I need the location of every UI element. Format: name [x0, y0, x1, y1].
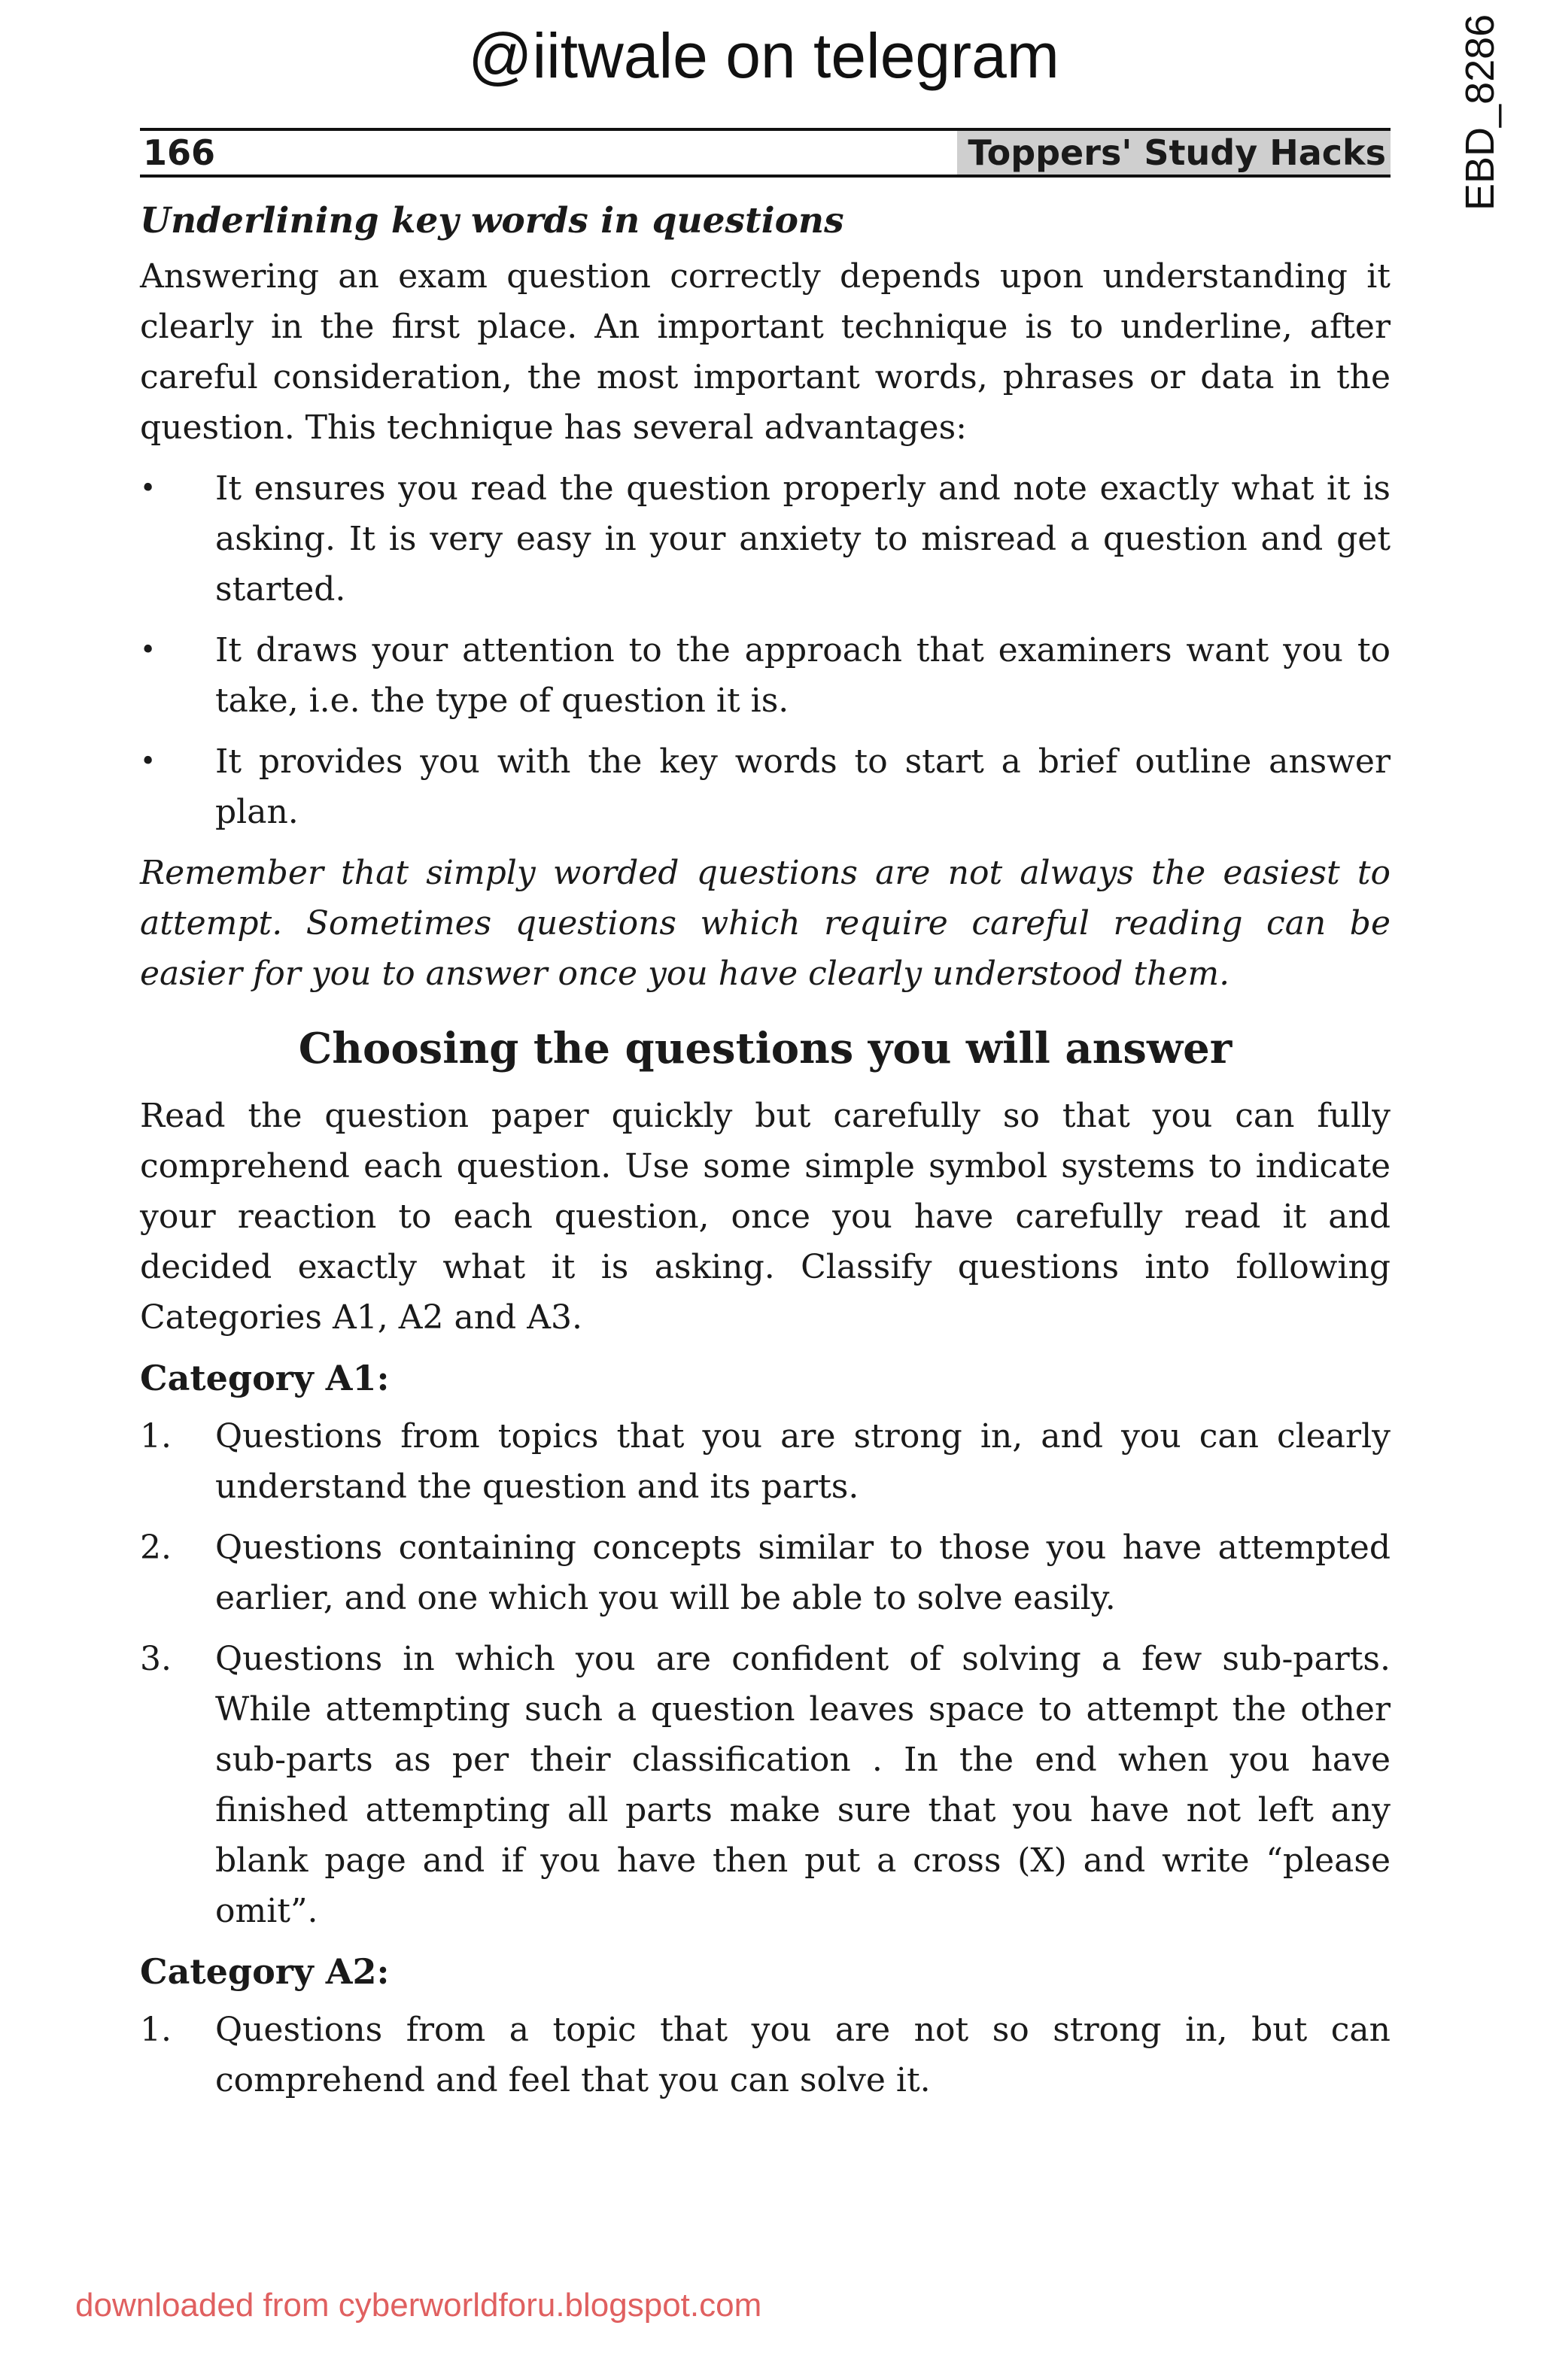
- bullet-text: It ensures you read the question properly and note exactly what it is asking. It is very easy in your anxiety to misread a question and get started.: [215, 469, 1391, 609]
- bullet-marker: •: [140, 746, 157, 777]
- telegram-banner: @iitwale on telegram: [468, 20, 1059, 91]
- item-text: Questions from topics that you are strong in, and you can clearly understand the question and its parts.: [215, 1417, 1391, 1506]
- item-number: 1.: [140, 1417, 172, 1456]
- item-text: Questions from a topic that you are not so strong in, but can comprehend and feel that you can solve it.: [215, 2011, 1391, 2099]
- download-source-footer: downloaded from cyberworldforu.blogspot.com: [75, 2287, 762, 2324]
- section-title: Choosing the questions you will answer: [298, 1024, 1232, 1073]
- list-item: [140, 625, 1391, 726]
- bullet-text: It draws your attention to the approach that examiners want you to take, i.e. the type of question it is.: [215, 631, 1391, 720]
- advantages-list: [140, 463, 1391, 837]
- list-item: [140, 2005, 1391, 2105]
- header-rule-bottom: [140, 175, 1391, 178]
- underlining-note: Remember that simply worded questions are not always the easiest to attempt. Sometimes questions which require careful reading can be easier for you to answer once you have clearly understood them.: [140, 854, 1391, 993]
- choosing-intro: Read the question paper quickly but carefully so that you can fully comprehend each question. Use some simple symbol systems to indicate your reaction to each question, once you have carefully read it and decided exactly what it is asking. Classify questions into following Categories A1, A2 and A3.: [140, 1097, 1391, 1337]
- item-number: 3.: [140, 1640, 172, 1678]
- category-a2-heading: Category A2:: [140, 1951, 390, 1992]
- underlining-intro: Answering an exam question correctly depends upon understanding it clearly in the first place. An important technique is to underline, after careful consideration, the most important words, phrases or data in the question. This technique has several advantages:: [140, 257, 1391, 447]
- item-text: Questions in which you are confident of solving a few sub-parts. While attempting such a question leaves space to attempt the other sub-parts as per their classification . In the end when you have finished attempting all parts make sure that you have not left any blank page and if you have then put a cross (X) and write “please omit”.: [215, 1640, 1391, 1930]
- category-a1-heading: Category A1:: [140, 1358, 390, 1398]
- page-body: [140, 197, 1391, 2116]
- list-item: [140, 736, 1391, 837]
- item-number: 2.: [140, 1528, 172, 1567]
- category-a2-list: [140, 2005, 1391, 2105]
- running-title: Toppers' Study Hacks: [957, 131, 1391, 175]
- bullet-marker: •: [140, 635, 157, 666]
- list-item: [140, 463, 1391, 615]
- side-code: EBD_8286: [1457, 14, 1503, 211]
- item-text: Questions containing concepts similar to those you have attempted earlier, and one which you will be able to solve easily.: [215, 1528, 1391, 1617]
- page-number: 166: [143, 132, 216, 173]
- item-number: 1.: [140, 2011, 172, 2049]
- list-item: [140, 1411, 1391, 1512]
- category-a1-list: [140, 1411, 1391, 1936]
- underlining-heading: Underlining key words in questions: [140, 200, 844, 241]
- bullet-text: It provides you with the key words to start a brief outline answer plan.: [215, 742, 1391, 831]
- list-item: [140, 1522, 1391, 1623]
- list-item: [140, 1634, 1391, 1936]
- bullet-marker: •: [140, 473, 157, 504]
